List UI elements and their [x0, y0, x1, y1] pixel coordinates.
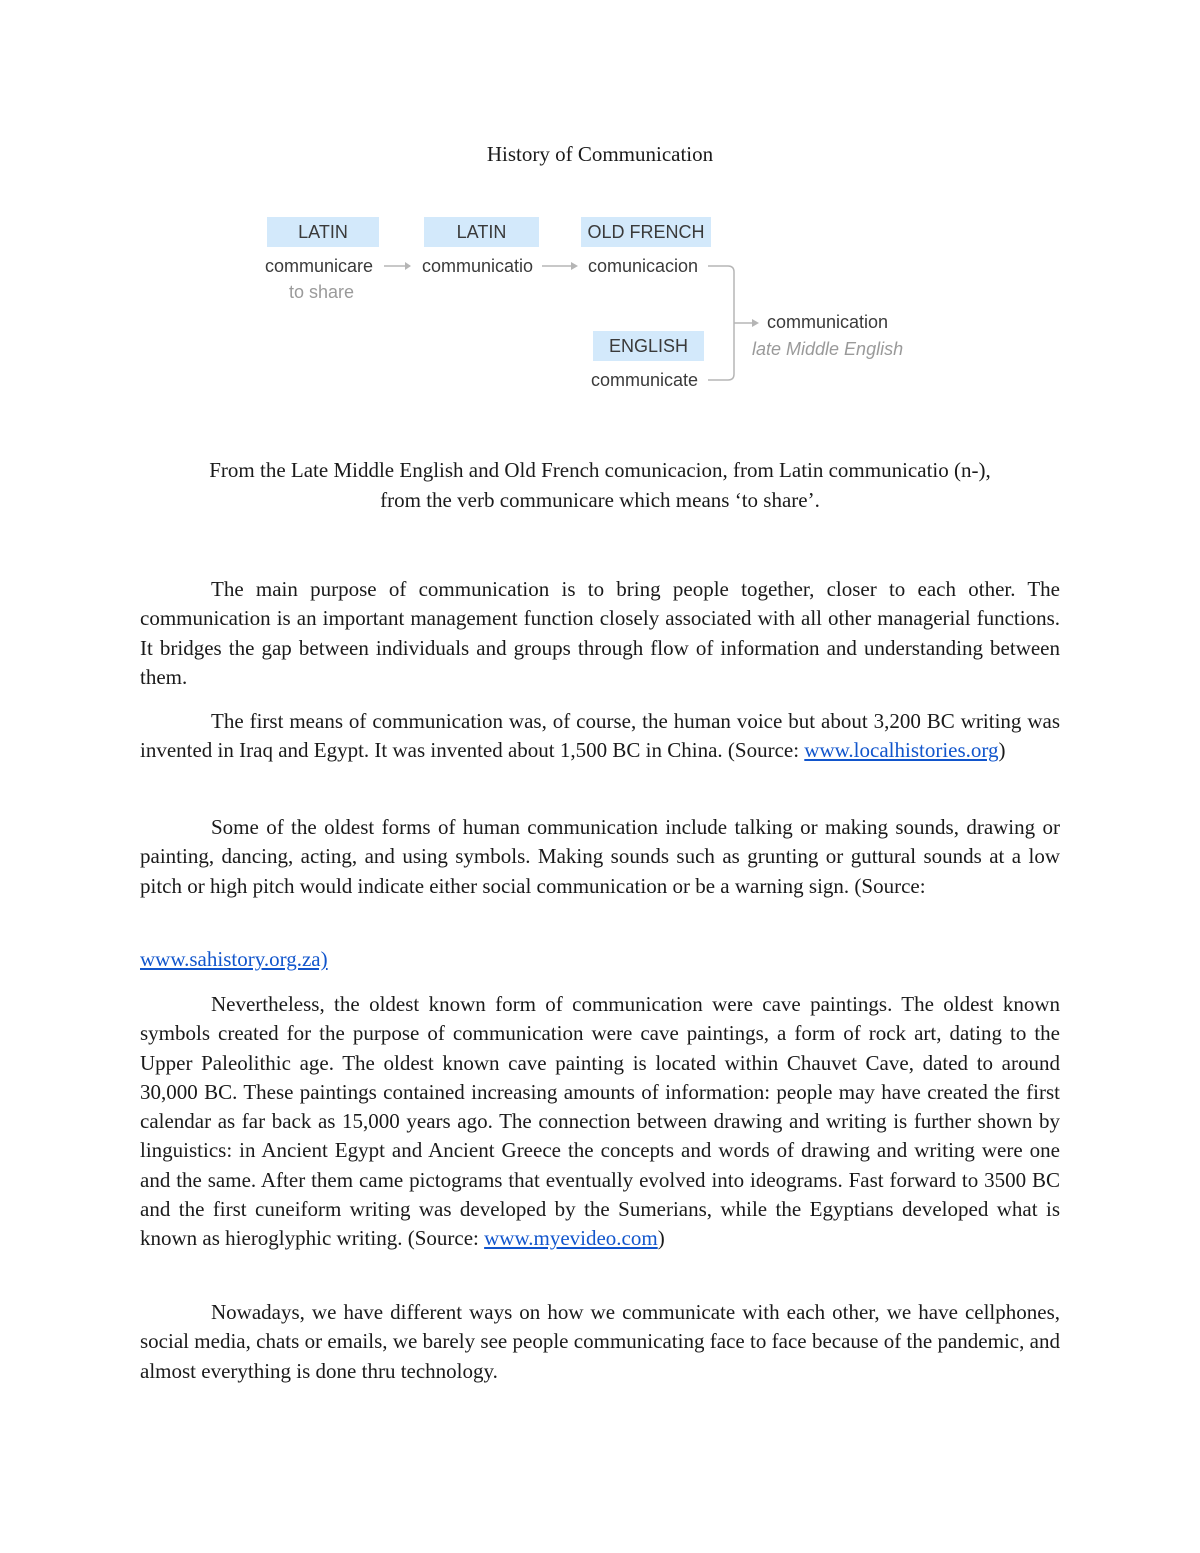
localhistories-link[interactable]: www.localhistories.org: [804, 738, 999, 763]
paragraph-4: [140, 990, 1060, 1254]
page-title: History of Communication: [486, 142, 714, 166]
paragraph-3: [140, 813, 1060, 901]
paragraph-2-body: The first means of communication was, of course, the human voice but about 3,200 BC writing was invented in Iraq and Egypt. It was invented about 1,500 BC in China. (Source:: [140, 709, 1060, 763]
intro-line-2: from the verb communicare which means ‘to share’.: [380, 488, 820, 512]
paragraph-1-text: The main purpose of communication is to bring people together, closer to each other. The communication is an important management function closely associated with all other managerial functions. It bridges the gap between individuals and groups through flow of information and understanding between them.: [140, 577, 1060, 689]
english-label: ENGLISH: [593, 331, 704, 361]
intro-line-1: From the Late Middle English and Old French comunicacion, from Latin communicatio (n-),: [209, 458, 991, 482]
paragraph-4-text: [140, 990, 1060, 1254]
result-word: communication: [767, 312, 889, 332]
paragraph-2-text: [140, 707, 1060, 766]
old-french-word: comunicacion: [588, 256, 699, 276]
latin-label-2: LATIN: [424, 217, 539, 247]
paragraph-4-body: Nevertheless, the oldest known form of communication were cave paintings. The oldest known symbols created for the purpose of communication were cave paintings, a form of rock art, dating to the Upper Paleolithic age. The oldest known cave painting is located within Chauvet Cave, dated to around 30,000 BC. These paintings contained increasing amounts of information: people may have created the first calendar as far back as 15,000 years ago. The connection between drawing and writing is further shown by linguistics: in Ancient Egypt and Ancient Greece the concepts and words of drawing and writing were one and the same. After them came pictograms that eventually evolved into ideograms. Fast forward to 3500 BC and the first cuneiform writing was developed by the Sumerians, while the Egyptians developed what is known as hieroglyphic writing. (Source:: [140, 992, 1060, 1251]
gloss-late-middle-english: late Middle English: [752, 339, 904, 359]
latin-label: LATIN: [267, 217, 379, 247]
paragraph-1: [140, 575, 1060, 692]
paragraph-5-text: Nowadays, we have different ways on how we communicate with each other, we have cellphones, social media, chats or emails, we barely see people communicating face to face because of the pandemic, and almost everything is done thru technology.: [140, 1300, 1060, 1383]
paragraph-3-source: [140, 945, 1060, 974]
latin-word-communicatio: communicatio: [422, 256, 534, 276]
english-word: communicate: [591, 370, 699, 390]
old-french-label: OLD FRENCH: [581, 217, 711, 247]
paragraph-3-text: Some of the oldest forms of human communication include talking or making sounds, drawing or painting, dancing, acting, and using symbols. Making sounds such as grunting or guttural sounds at a low pitch or high pitch would indicate either social communication or be a warning sign. (Source:: [140, 815, 1060, 898]
myevideo-link[interactable]: www.myevideo.com: [484, 1226, 658, 1251]
paragraph-2: [140, 707, 1060, 766]
paragraph-3-source-line: [140, 945, 1060, 974]
paragraph-5: [140, 1298, 1060, 1386]
gloss-to-share: to share: [289, 282, 355, 302]
etymology-diagram: [0, 0, 1200, 420]
latin-word-communicare: communicare: [265, 256, 374, 276]
sahistory-link[interactable]: www.sahistory.org.za): [140, 947, 328, 971]
paragraph-4-end: ): [657, 1226, 665, 1251]
intro-text: [140, 455, 1060, 515]
paragraph-2-end: ): [998, 738, 1006, 763]
